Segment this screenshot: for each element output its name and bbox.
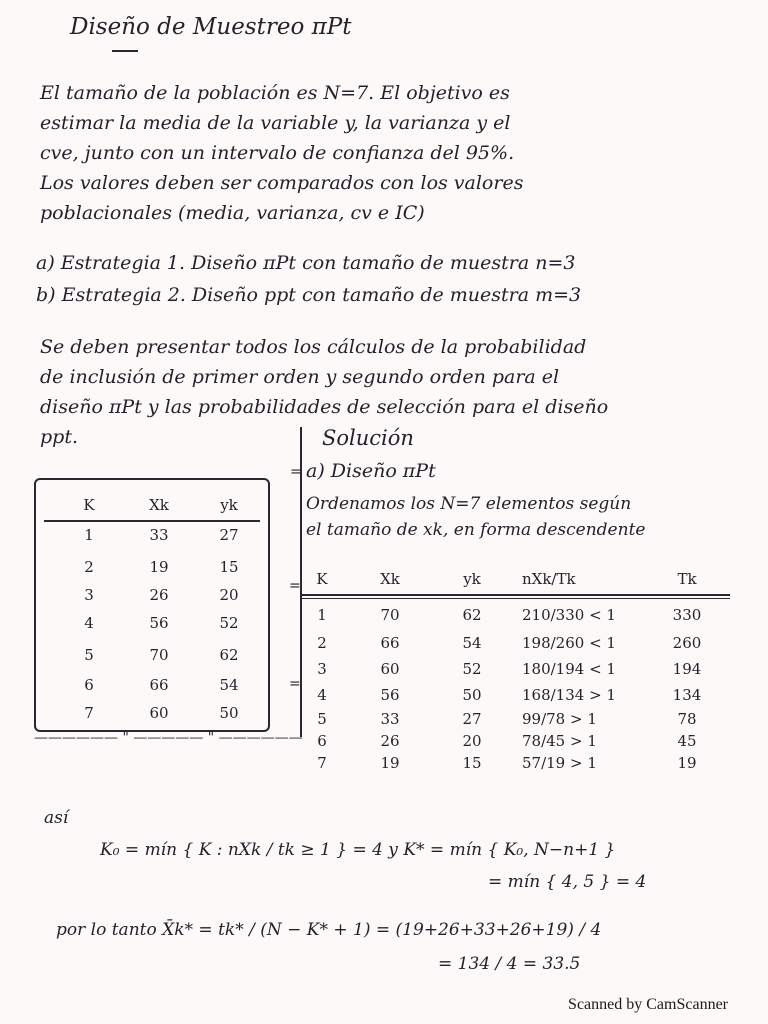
- table2-cell: 19: [380, 754, 400, 772]
- table1-header-cell: yk: [220, 496, 238, 514]
- table1-cell: 5: [84, 646, 94, 664]
- table1-cell: 19: [149, 558, 169, 576]
- table2-cell: 20: [462, 732, 482, 750]
- table2-cell: 6: [317, 732, 327, 750]
- table1-header-cell: K: [83, 496, 95, 514]
- table2-cell: 60: [380, 660, 400, 678]
- table2-cell: 78: [677, 710, 697, 728]
- table1-cell: 62: [219, 646, 239, 664]
- table2-cell: 1: [317, 606, 327, 624]
- table2-header-cell: Xk: [380, 570, 400, 588]
- table2-cell: 260: [672, 634, 702, 652]
- solution-text-1: Ordenamos los N=7 elementos según: [306, 494, 632, 514]
- table2-header-cell: Tk: [677, 570, 697, 588]
- statement-line-1: El tamaño de la población es N=7. El objetivo es: [40, 82, 510, 104]
- title-underline: [112, 50, 138, 52]
- table1-cell: 20: [219, 586, 239, 604]
- table2-cell: 194: [672, 660, 702, 678]
- item-b: b) Estrategia 2. Diseño ppt con tamaño de muestra m=3: [36, 284, 582, 306]
- formula-line-4: = 134 / 4 = 33.5: [438, 954, 581, 974]
- table2-cell: 3: [317, 660, 327, 678]
- table1-cell: 2: [84, 558, 94, 576]
- table1-cell: 52: [219, 614, 239, 632]
- table1-cell: 15: [219, 558, 239, 576]
- asi-label: así: [44, 808, 69, 828]
- table2-cell: 56: [380, 686, 400, 704]
- statement-line-4: Los valores deben ser comparados con los valores: [40, 172, 524, 194]
- table2-cell: 66: [380, 634, 400, 652]
- table2-cell: 198/260 < 1: [522, 634, 616, 652]
- table1-cell: 70: [149, 646, 169, 664]
- statement-line-5: poblacionales (media, varianza, cv e IC): [40, 202, 425, 224]
- table2-cell: 99/78 > 1: [522, 710, 597, 728]
- table2-cell: 33: [380, 710, 400, 728]
- table2-cell: 7: [317, 754, 327, 772]
- instructions-line-2: de inclusión de primer orden y segundo orden para el: [40, 366, 560, 388]
- table2-header-cell: K: [316, 570, 328, 588]
- equals-mark-3: =: [289, 676, 301, 692]
- table1-cell: 3: [84, 586, 94, 604]
- equals-mark-1: =: [290, 464, 302, 480]
- table2-cell: 54: [462, 634, 482, 652]
- table2-cell: 78/45 > 1: [522, 732, 597, 750]
- instructions-line-4: ppt.: [40, 426, 78, 448]
- formula-line-1: K₀ = mín { K : nXk / tk ≥ 1 } = 4 y K* = mín { K₀, N−n+1 }: [100, 840, 616, 860]
- table2-cell: 27: [462, 710, 482, 728]
- table2-cell: 4: [317, 686, 327, 704]
- table2-cell: 26: [380, 732, 400, 750]
- table2-cell: 62: [462, 606, 482, 624]
- solution-heading: Solución: [322, 426, 414, 450]
- table1-cell: 56: [149, 614, 169, 632]
- table2-cell: 134: [672, 686, 702, 704]
- table1-cell: 50: [219, 704, 239, 722]
- data-table-sorted: [302, 560, 730, 782]
- table2-cell: 57/19 > 1: [522, 754, 597, 772]
- table1-bottom-rule: —————— " ————— " ——————: [34, 730, 303, 746]
- table2-cell: 180/194 < 1: [522, 660, 616, 678]
- table2-cell: 15: [462, 754, 482, 772]
- scanner-watermark: Scanned by CamScanner: [568, 996, 728, 1013]
- statement-line-2: estimar la media de la variable y, la varianza y el: [40, 112, 511, 134]
- table2-cell: 330: [672, 606, 702, 624]
- table2-header-cell: nXk/Tk: [522, 570, 576, 588]
- table2-cell: 70: [380, 606, 400, 624]
- table2-cell: 168/134 > 1: [522, 686, 616, 704]
- table2-cell: 210/330 < 1: [522, 606, 616, 624]
- solution-a-heading: a) Diseño πPt: [306, 460, 436, 482]
- table1-cell: 60: [149, 704, 169, 722]
- table1-header-cell: Xk: [149, 496, 169, 514]
- statement-line-3: cve, junto con un intervalo de confianza del 95%.: [40, 142, 515, 164]
- table2-header-cell: yk: [463, 570, 481, 588]
- table1-cell: 4: [84, 614, 94, 632]
- table2-cell: 19: [677, 754, 697, 772]
- data-table-original: [34, 478, 270, 732]
- table1-cell: 7: [84, 704, 94, 722]
- table2-header-rule-2: [302, 598, 730, 599]
- table1-cell: 6: [84, 676, 94, 694]
- table2-header-rule: [302, 594, 730, 596]
- table2-cell: 50: [462, 686, 482, 704]
- table2-cell: 5: [317, 710, 327, 728]
- table1-cell: 33: [149, 526, 169, 544]
- formula-line-2: = mín { 4, 5 } = 4: [488, 872, 647, 892]
- solution-text-2: el tamaño de xk, en forma descendente: [306, 520, 646, 540]
- item-a: a) Estrategia 1. Diseño πPt con tamaño de muestra n=3: [36, 252, 576, 274]
- table2-cell: 2: [317, 634, 327, 652]
- table1-cell: 1: [84, 526, 94, 544]
- formula-line-3: por lo tanto X̄k* = tk* / (N − K* + 1) = (19+26+33+26+19) / 4: [56, 920, 602, 940]
- equals-mark-2: =: [289, 578, 301, 594]
- table1-cell: 66: [149, 676, 169, 694]
- table2-cell: 52: [462, 660, 482, 678]
- table1-header-rule: [44, 520, 260, 522]
- table1-cell: 26: [149, 586, 169, 604]
- table1-header: [36, 492, 268, 518]
- page-title: Diseño de Muestreo πPt: [70, 14, 352, 40]
- instructions-line-1: Se deben presentar todos los cálculos de la probabilidad: [40, 336, 587, 358]
- table1-cell: 27: [219, 526, 239, 544]
- instructions-line-3: diseño πPt y las probabilidades de selección para el diseño: [40, 396, 609, 418]
- table1-cell: 54: [219, 676, 239, 694]
- table2-cell: 45: [677, 732, 697, 750]
